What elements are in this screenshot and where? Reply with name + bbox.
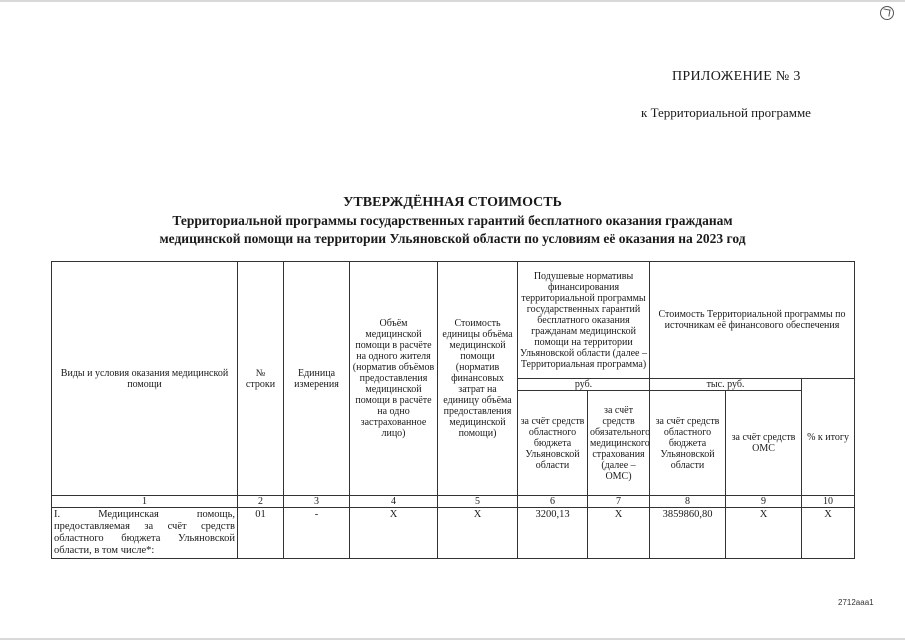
header-per-capita-group: Подушевые нормативы финансирования территориальной программы государственных гарантий бесплатного оказания гражданам медицинской помощи на территории Ульяновской области (далее – Территориальная программа) xyxy=(518,262,650,379)
column-number-row xyxy=(52,496,855,508)
row-unit: - xyxy=(284,508,350,559)
column-number: 9 xyxy=(726,496,802,508)
cost-table xyxy=(51,261,855,559)
row-name: I. Медицинская помощь, предоставляемая за счёт средств областного бюджета Ульяновской области, в том числе*: xyxy=(52,508,238,559)
header-per-capita-budget: за счёт средств областного бюджета Ульяновской области xyxy=(518,391,588,496)
header-volume: Объём медицинской помощи в расчёте на одного жителя (норматив объёмов предоставления медицинской помощи в расчёте на одно застрахованное лицо) xyxy=(350,262,438,496)
title-line-3: медицинской помощи на территории Ульяновской области по условиям её оказания на 2023 год xyxy=(159,231,746,246)
row-cost-budget: 3859860,80 xyxy=(650,508,726,559)
column-number: 3 xyxy=(284,496,350,508)
row-number: 01 xyxy=(238,508,284,559)
row-unit-cost: Х xyxy=(438,508,518,559)
column-number: 1 xyxy=(52,496,238,508)
row-per-capita-oms: Х xyxy=(588,508,650,559)
header-percent: % к итогу xyxy=(802,379,855,496)
column-number: 7 xyxy=(588,496,650,508)
document-corner-icon xyxy=(880,6,894,20)
row-volume: Х xyxy=(350,508,438,559)
header-per-capita-oms: за счёт средств обязательного медицинского страхования (далее – ОМС) xyxy=(588,391,650,496)
row-percent: Х xyxy=(802,508,855,559)
header-unit-thousand-rub: тыс. руб. xyxy=(650,379,802,391)
cost-table-wrapper xyxy=(51,261,854,559)
header-cost-by-source-group: Стоимость Территориальной программы по источникам её финансового обеспечения xyxy=(650,262,855,379)
header-unit-rub: руб. xyxy=(518,379,650,391)
table-row xyxy=(52,508,855,559)
column-number: 8 xyxy=(650,496,726,508)
title-line-1: УТВЕРЖДЁННАЯ СТОИМОСТЬ xyxy=(343,195,562,210)
header-cost-oms: за счёт средств ОМС xyxy=(726,391,802,496)
column-number: 6 xyxy=(518,496,588,508)
column-number: 2 xyxy=(238,496,284,508)
header-row-1 xyxy=(52,262,855,379)
row-cost-oms: Х xyxy=(726,508,802,559)
document-title xyxy=(0,194,905,248)
column-number: 10 xyxy=(802,496,855,508)
footer-code: 2712ааа1 xyxy=(838,598,874,607)
header-cost-budget: за счёт средств областного бюджета Ульяновской области xyxy=(650,391,726,496)
header-unit: Единица измерения xyxy=(284,262,350,496)
header-type-of-care: Виды и условия оказания медицинской помощи xyxy=(52,262,238,496)
title-line-2: Территориальной программы государственных гарантий бесплатного оказания гражданам xyxy=(172,213,733,228)
header-unit-cost: Стоимость единицы объёма медицинской помощи (норматив финансовых затрат на единицу объёма предоставления медицинской помощи) xyxy=(438,262,518,496)
header-row-number: № строки xyxy=(238,262,284,496)
column-number: 4 xyxy=(350,496,438,508)
appendix-title: ПРИЛОЖЕНИЕ № 3 xyxy=(672,69,801,84)
appendix-subtitle: к Территориальной программе xyxy=(641,105,811,120)
row-per-capita-budget: 3200,13 xyxy=(518,508,588,559)
page-top-edge xyxy=(0,0,905,2)
column-number: 5 xyxy=(438,496,518,508)
